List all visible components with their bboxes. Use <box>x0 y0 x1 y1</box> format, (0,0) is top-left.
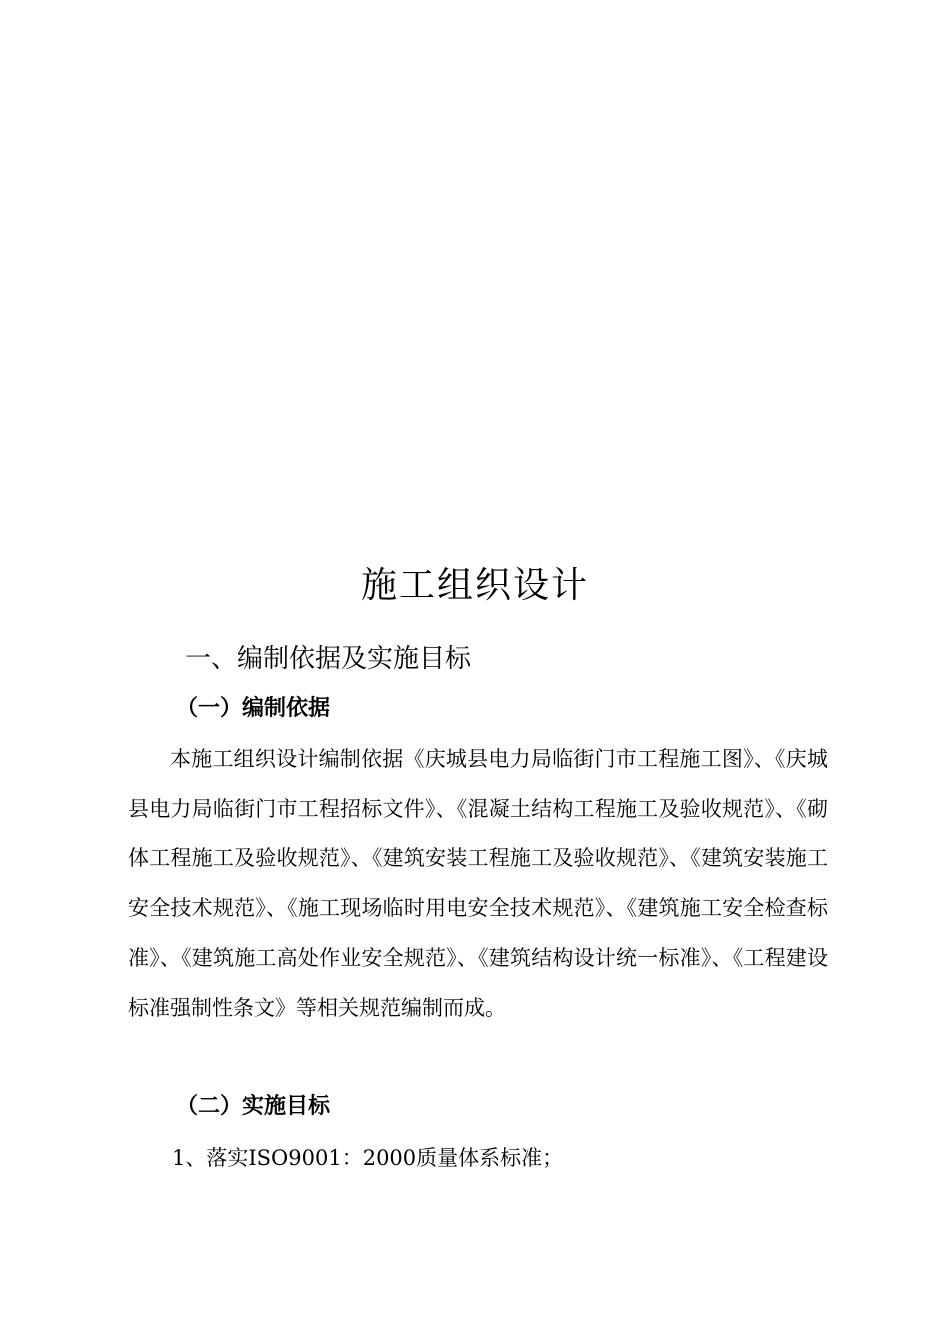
document-title: 施工组织设计 <box>360 565 589 606</box>
basis-paragraph: 本施工组织设计编制依据《庆城县电力局临街门市工程施工图》、《庆城县电力局临街门市工程招标文件》、《混凝土结构工程施工及验收规范》、《砌体工程施工及验收规范》、《建筑安装工程施工及验收规范》、《建筑安装施工安全技术规范》、《施工现场临时用电安全技术规范》、《建筑施工安全检查标准》、《建筑施工高处作业安全规范》、《建筑结构设计统一标准》、《工程建设标准强制性条文》等相关规范编制而成。 <box>128 747 828 1020</box>
section-heading: 一、编制依据及实施目标 <box>185 644 472 674</box>
subsection-heading-basis: （一）编制依据 <box>176 696 331 721</box>
goal-list-item: 1、落实ISO9001：2000质量体系标准； <box>172 1146 564 1170</box>
subsection-heading-goals: （二）实施目标 <box>176 1094 331 1119</box>
